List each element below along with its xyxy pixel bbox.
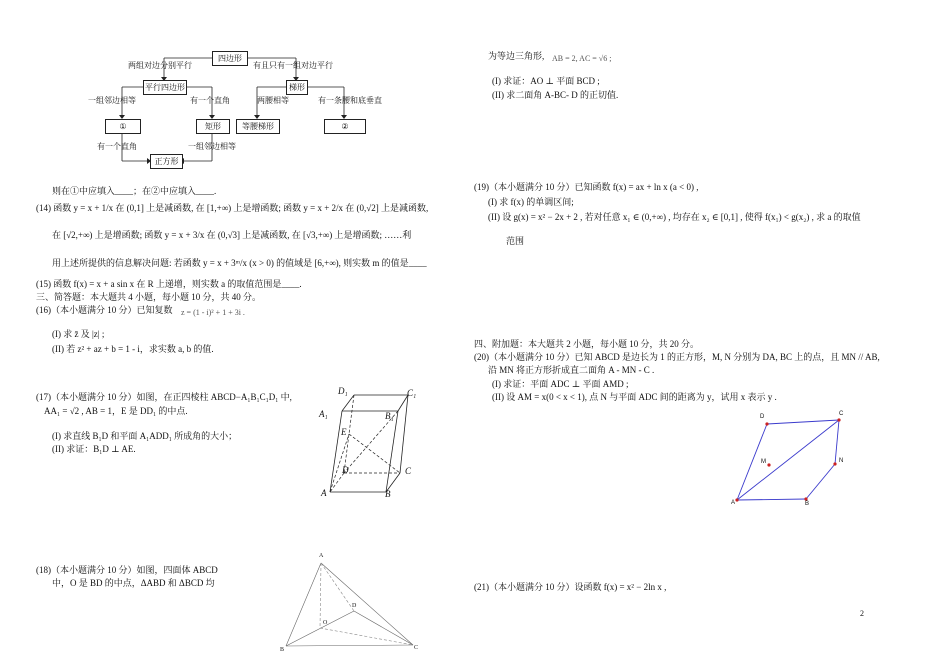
question-15: (15) 函数 f(x) = x + a sin x 在 R 上递增，则实数 a 的取值范围是____. [36,279,302,289]
label-leg-perpendicular: 有一条腰和底垂直 [318,96,382,105]
prism-label-a1: A₁ [319,409,328,419]
label-adjacent-equal-1: 一组邻边相等 [88,96,136,105]
prism-label-c1: C₁ [407,388,417,398]
box-trapezoid: 梯形 [286,80,308,95]
question-21: (21)（本小题满分 10 分）设函数 f(x) = x² − 2ln x , [474,582,667,592]
tetra-label-a: A [319,553,324,559]
label-adjacent-equal-2: 一组邻边相等 [188,142,236,151]
label-legs-equal: 两腰相等 [257,96,289,105]
question-19-heading: (19)（本小题满分 10 分）已知函数 f(x) = ax + ln x (a < 0) , [474,182,699,192]
question-20-part-2: (II) 设 AM = x(0 < x < 1), 点 N 与平面 ADC 间的距离为 y，试用 x 表示 y . [492,392,777,402]
question-19-part-3: 范围 [506,236,525,246]
question-18-continued: 为等边三角形, [488,51,545,61]
box-isosceles-trapezoid: 等腰梯形 [236,119,280,134]
box-parallelogram: 平行四边形 [143,80,187,95]
question-17-part-2: (II) 求证：B₁D ⊥ AE. [52,444,136,454]
question-18-part-2: (II) 求二面角 A-BC- D 的正切值. [492,90,619,100]
fold-label-b: B [805,501,810,507]
question-18-line-2: 中，O 是 BD 的中点，ΔABD 和 ΔBCD 均 [52,578,215,588]
question-19-part-2: (II) 设 g(x) = x² − 2x + 2 , 若对任意 x₁ ∈ (0,+∞) , 均存在 x₂ ∈ [0,1] , 使得 f(x₁) < g(x₂) , 求 a 的取值 [488,212,861,222]
box-quadrilateral: 四边形 [212,51,248,66]
question-14-line-2: 在 [√2,+∞) 上是增函数; 函数 y = x + 3/x 在 (0,√3] 上是减函数, 在 [√3,+∞) 上是增函数; ……利 [52,230,412,240]
question-14-line-1: (14) 函数 y = x + 1/x 在 (0,1] 上是减函数, 在 [1,+∞) 上是增函数; 函数 y = x + 2/x 在 (0,√2] 上是减函数, [36,203,429,213]
box-blank-2: ② [324,119,366,134]
question-16-formula: z = (1 - i)² + 1 + 3i . [181,308,245,317]
question-18-condition: AB = 2, AC = √6 ; [552,54,612,63]
fold-label-d: D [760,414,765,420]
section-4-heading: 四、附加题：本大题共 2 小题，每小题 10 分，共 20 分。 [474,339,700,349]
question-16-part-2: (II) 若 z² + az + b = 1 - i，求实数 a, b 的值. [52,344,214,354]
fold-label-m: M [761,459,766,465]
question-17-line-2: AA₁ = √2 , AB = 1，E 是 DD₁ 的中点. [44,406,188,416]
tetrahedron-drawing [276,553,426,659]
tetra-label-o: O [323,620,328,626]
question-16-part-1: (I) 求 z̄ 及 |z| ; [52,329,105,339]
folded-square-figure [725,408,855,510]
prism-drawing [312,383,422,503]
label-one-pair-parallel: 有且只有一组对边平行 [253,61,333,70]
fold-label-n: N [839,458,844,464]
tetra-label-b: B [280,647,285,653]
question-17-line-1: (17)（本小题满分 10 分）如图，在正四棱柱 ABCD−A₁B₁C₁D₁ 中, [36,392,292,402]
box-blank-1: ① [105,119,141,134]
label-right-angle-1: 有一个直角 [190,96,230,105]
section-3-heading: 三、简答题：本大题共 4 小题，每小题 10 分，共 40 分。 [36,292,262,302]
question-18-part-1: (I) 求证：AO ⊥ 平面 BCD ; [492,76,600,86]
tetra-label-d: D [352,603,357,609]
prism-label-b: B [385,489,391,499]
label-two-pairs-parallel: 两组对边分别平行 [128,61,192,70]
prism-label-c: C [405,466,412,476]
flowchart-lines [0,0,400,180]
question-17-part-1: (I) 求直线 B₁D 和平面 A₁ADD₁ 所成角的大小； [52,431,238,441]
question-20-part-1: (I) 求证：平面 ADC ⊥ 平面 AMD ; [492,379,629,389]
prism-label-b1: B₁ [385,411,394,421]
box-rectangle: 矩形 [196,119,230,134]
page-number: 2 [860,609,864,618]
label-right-angle-2: 有一个直角 [97,142,137,151]
tetrahedron-figure [276,553,426,659]
question-20-line-1: (20)（本小题满分 10 分）已知 ABCD 是边长为 1 的正方形，M, N 分别为 DA, BC 上的点，且 MN // AB, [474,352,880,362]
box-square: 正方形 [150,154,183,169]
fill-blank-line: 则在①中应填入____；在②中应填入____. [52,186,217,196]
prism-label-d: D [342,465,349,475]
question-19-part-1: (I) 求 f(x) 的单调区间; [488,197,574,207]
tetra-label-c: C [414,645,419,651]
question-16-heading: (16)（本小题满分 10 分）已知复数 [36,305,173,315]
prism-label-d1: D₁ [338,386,348,396]
fold-label-a: A [731,500,736,506]
prism-label-a: A [321,488,327,498]
prism-label-e: E [341,427,347,437]
question-18-line-1: (18)（本小题满分 10 分）如图，四面体 ABCD [36,565,218,575]
question-14-line-3: 用上述所提供的信息解决问题: 若函数 y = x + 3ᵐ/x (x > 0) 的值域是 [6,+∞), 则实数 m 的值是____ [52,258,427,268]
fold-label-c: C [839,411,844,417]
question-20-line-2: 沿 MN 将正方形折成直二面角 A - MN - C . [488,365,655,375]
folded-square-drawing [725,408,855,510]
prism-figure [312,383,422,503]
